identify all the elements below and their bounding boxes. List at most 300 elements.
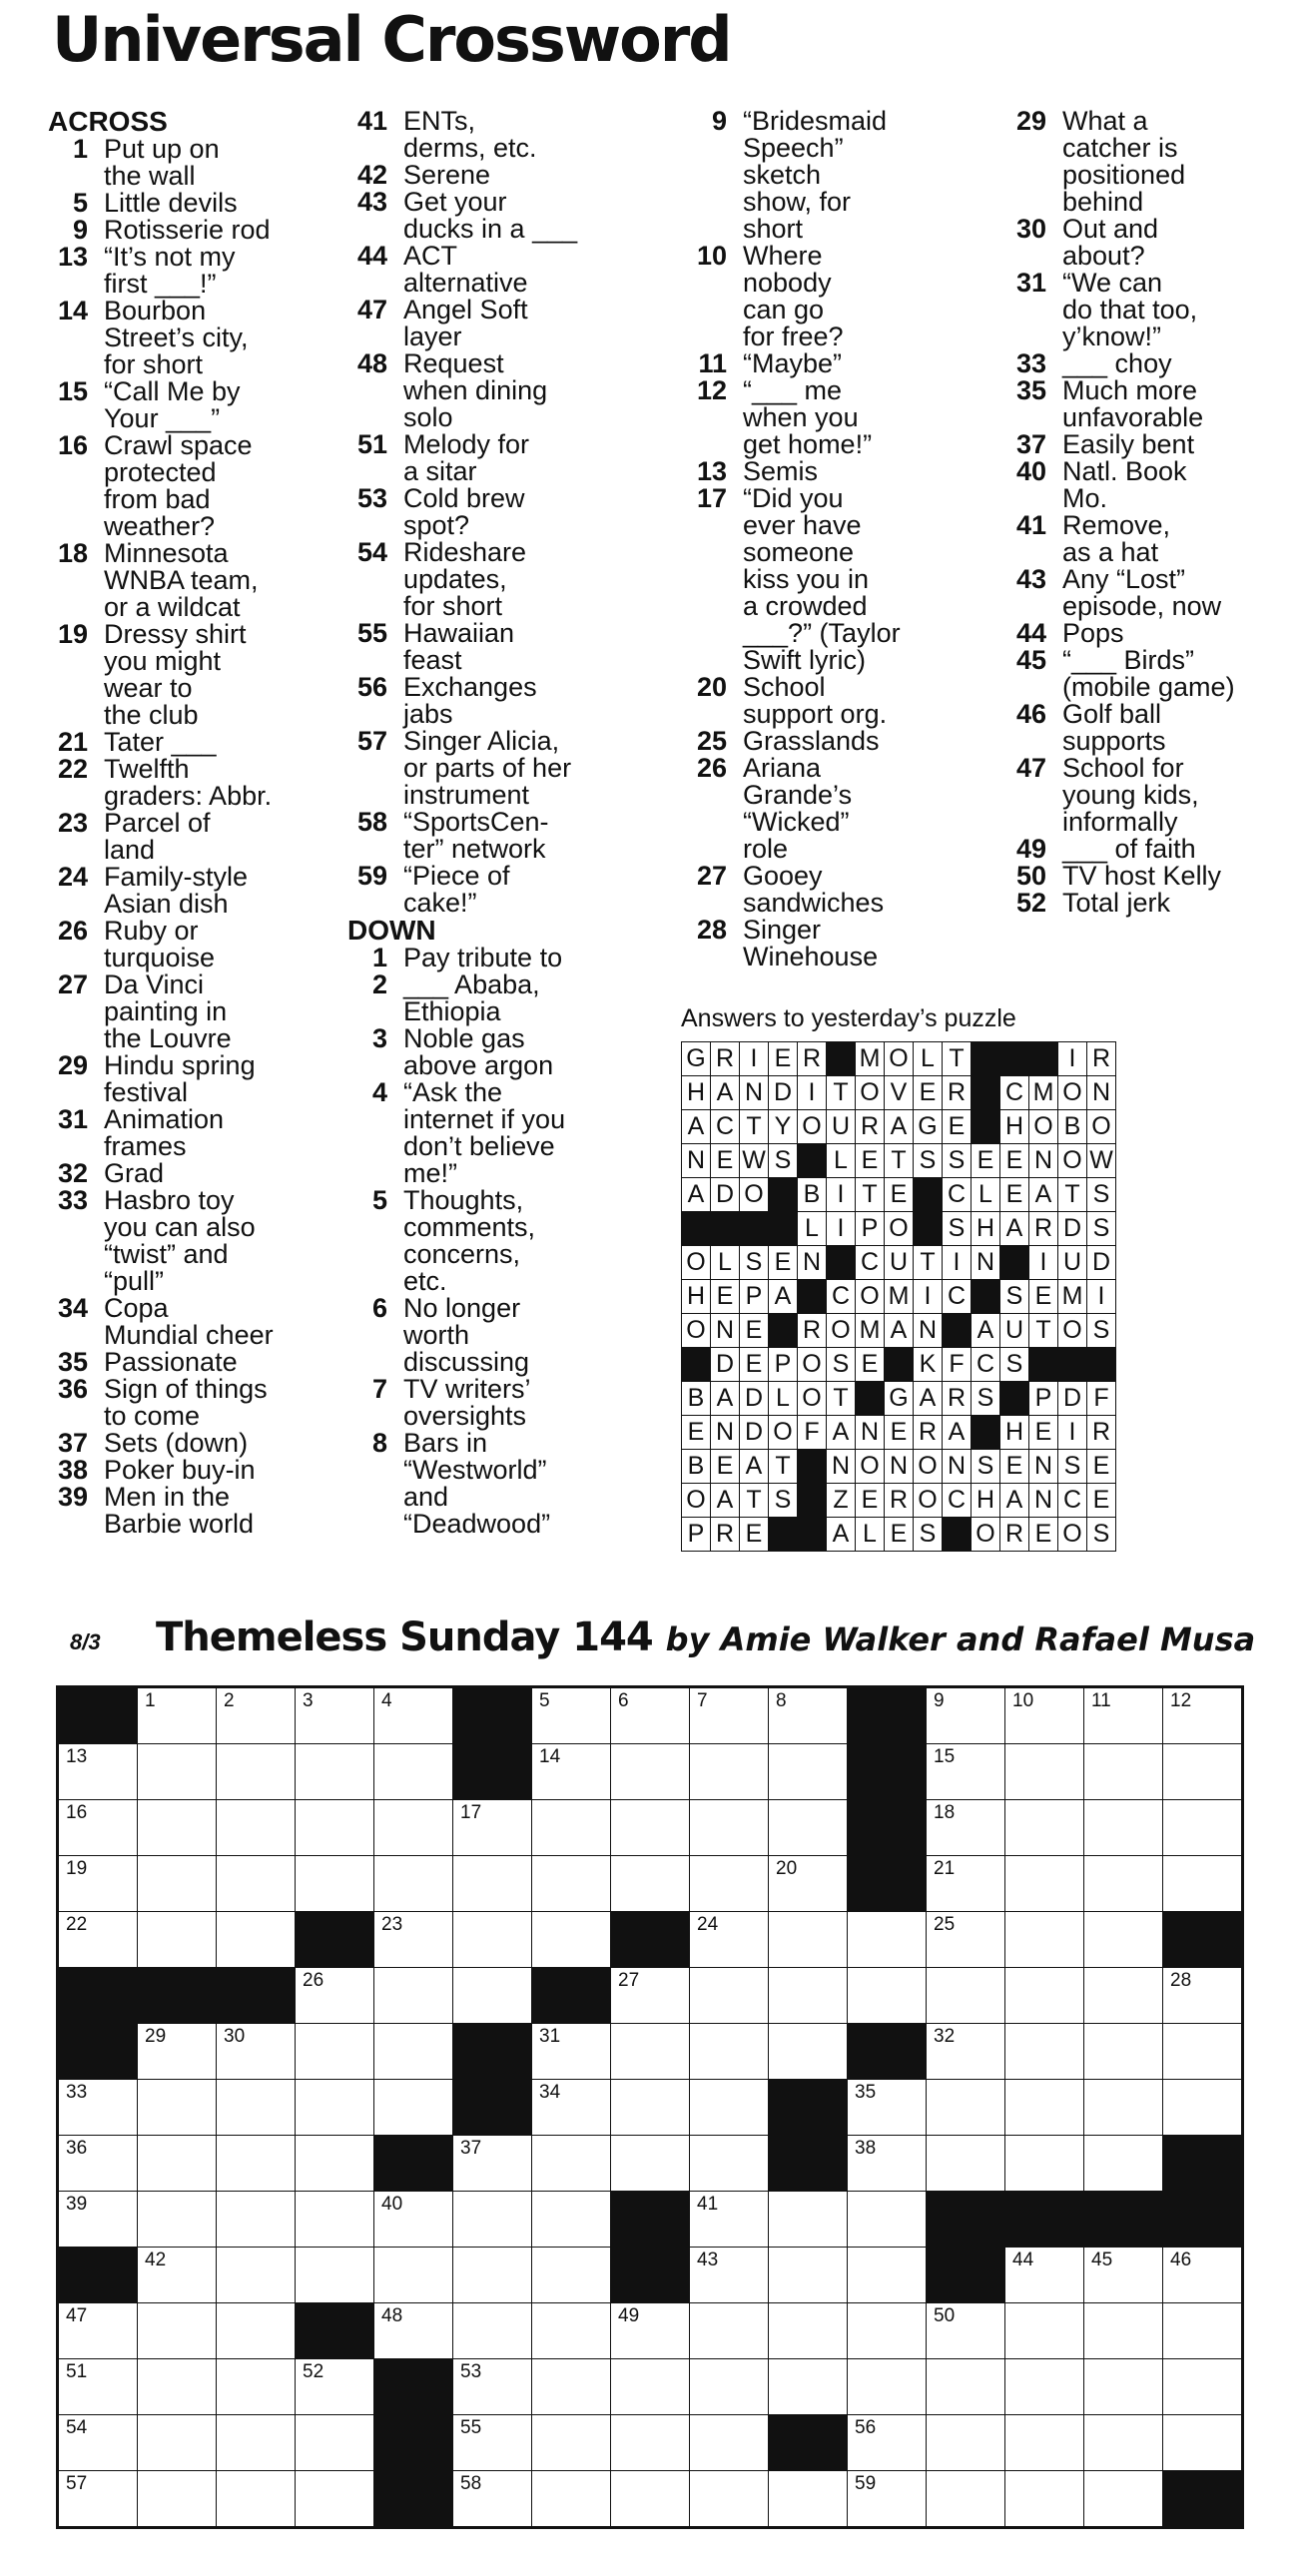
clue-line — [347, 836, 647, 863]
grid-cell[interactable] — [1005, 2359, 1084, 2415]
answer-black-square — [1029, 1042, 1058, 1076]
grid-cell[interactable] — [453, 1968, 532, 2024]
section-header: ACROSS — [48, 106, 168, 137]
grid-cell[interactable] — [532, 2303, 611, 2359]
answer-letter: E — [711, 1280, 740, 1314]
answer-letter: A — [943, 1416, 972, 1450]
clue-number — [687, 620, 743, 647]
grid-cell[interactable] — [690, 2248, 769, 2303]
grid-cell[interactable] — [1163, 2359, 1243, 2415]
clue-line — [347, 458, 647, 485]
answer-black-square — [972, 1416, 1000, 1450]
clue-line — [687, 620, 986, 647]
grid-cell[interactable] — [217, 2024, 296, 2080]
answer-letter: I — [740, 1042, 769, 1076]
clue-number — [48, 998, 104, 1025]
cell-number: 26 — [303, 1970, 325, 1991]
grid-cell[interactable] — [296, 2471, 374, 2528]
clue-text: Cold brew — [403, 483, 525, 513]
grid-cell[interactable] — [217, 1912, 296, 1968]
grid-cell[interactable] — [296, 2192, 374, 2248]
clue-number: 28 — [696, 915, 727, 945]
answer-black-square — [769, 1212, 798, 1246]
grid-cell[interactable] — [296, 2136, 374, 2192]
clue-text: Where — [743, 241, 823, 271]
grid-cell[interactable] — [611, 1687, 690, 1744]
grid-cell[interactable] — [1005, 1912, 1084, 1968]
grid-cell[interactable] — [1084, 1912, 1163, 1968]
grid-cell[interactable] — [453, 1912, 532, 1968]
grid-cell[interactable] — [1163, 1968, 1243, 2024]
grid-cell[interactable] — [138, 2359, 217, 2415]
grid-cell[interactable] — [769, 1968, 848, 2024]
black-square — [927, 2192, 1005, 2248]
grid-cell[interactable] — [217, 2303, 296, 2359]
answer-letter: L — [856, 1518, 885, 1552]
clue-number: 8 — [371, 1428, 387, 1458]
grid-cell[interactable] — [769, 2024, 848, 2080]
grid-cell[interactable] — [1163, 1744, 1243, 1800]
grid-cell[interactable] — [532, 2192, 611, 2248]
black-square — [848, 1856, 927, 1912]
grid-cell[interactable] — [611, 2080, 690, 2136]
grid-cell[interactable] — [58, 1856, 138, 1912]
grid-cell[interactable] — [927, 2024, 1005, 2080]
grid-cell[interactable] — [217, 2248, 296, 2303]
grid-cell[interactable] — [374, 2303, 453, 2359]
clue-number — [1006, 539, 1062, 566]
clues-column-1 — [48, 108, 347, 1538]
answer-letter: A — [682, 1110, 711, 1144]
grid-cell[interactable] — [58, 1744, 138, 1800]
grid-cell[interactable] — [1163, 2024, 1243, 2080]
grid-cell[interactable] — [138, 1800, 217, 1856]
grid-cell[interactable] — [1163, 1800, 1243, 1856]
grid-cell[interactable] — [1005, 2471, 1084, 2528]
grid-cell[interactable] — [1005, 2248, 1084, 2303]
grid-cell[interactable] — [1084, 2303, 1163, 2359]
clue-text: Golf ball — [1062, 699, 1162, 729]
clue-line — [687, 216, 986, 243]
grid-cell[interactable] — [138, 2471, 217, 2528]
cell-number: 21 — [934, 1858, 956, 1879]
clue-text: (mobile game) — [1062, 672, 1235, 702]
answer-letter: O — [1029, 1110, 1058, 1144]
grid-cell[interactable] — [296, 2359, 374, 2415]
grid-cell[interactable] — [690, 2471, 769, 2528]
grid-cell[interactable] — [1163, 2303, 1243, 2359]
clue-line — [347, 1376, 647, 1403]
cell-number: 51 — [66, 2361, 88, 2382]
grid-cell[interactable] — [927, 1912, 1005, 1968]
grid-cell[interactable] — [1163, 1856, 1243, 1912]
grid-cell[interactable] — [848, 2471, 927, 2528]
grid-cell[interactable] — [927, 1744, 1005, 1800]
clue-number: 27 — [57, 969, 88, 999]
grid-cell[interactable] — [848, 2080, 927, 2136]
grid-cell[interactable] — [374, 1968, 453, 2024]
grid-cell[interactable] — [1084, 1800, 1163, 1856]
grid-cell[interactable] — [374, 2024, 453, 2080]
answer-letter: I — [1087, 1280, 1116, 1314]
clue-text: ___?” (Taylor — [743, 618, 901, 648]
grid-cell[interactable] — [532, 2471, 611, 2528]
grid-cell[interactable] — [58, 2359, 138, 2415]
grid-cell[interactable] — [927, 2471, 1005, 2528]
grid-cell[interactable] — [611, 2136, 690, 2192]
clue-number — [347, 216, 403, 243]
clue-line — [347, 1241, 647, 1268]
grid-cell[interactable] — [1084, 2136, 1163, 2192]
grid-cell[interactable] — [848, 2248, 927, 2303]
grid-cell[interactable] — [927, 2359, 1005, 2415]
grid-cell[interactable] — [848, 2303, 927, 2359]
clue-number — [1006, 404, 1062, 431]
clue-number — [1006, 782, 1062, 809]
grid-cell[interactable] — [769, 1744, 848, 1800]
grid-cell[interactable] — [690, 2136, 769, 2192]
clue-text: ter” network — [403, 834, 546, 864]
clue-number — [48, 648, 104, 675]
grid-cell[interactable] — [138, 2080, 217, 2136]
clue-line — [48, 298, 347, 324]
grid-cell[interactable] — [690, 2415, 769, 2471]
clue-number: 41 — [356, 106, 387, 136]
grid-cell[interactable] — [138, 2415, 217, 2471]
clue-number: 48 — [356, 348, 387, 378]
grid-cell[interactable] — [138, 2303, 217, 2359]
grid-cell[interactable] — [58, 1912, 138, 1968]
grid-cell[interactable] — [1005, 2136, 1084, 2192]
grid-cell[interactable] — [453, 2303, 532, 2359]
grid-cell[interactable] — [927, 1800, 1005, 1856]
grid-cell[interactable] — [296, 1800, 374, 1856]
grid-cell[interactable] — [1005, 1744, 1084, 1800]
grid-cell[interactable] — [769, 1912, 848, 1968]
black-square — [374, 2359, 453, 2415]
grid-cell[interactable] — [138, 2024, 217, 2080]
grid-cell[interactable] — [1005, 2024, 1084, 2080]
grid-cell[interactable] — [769, 2248, 848, 2303]
grid-cell[interactable] — [532, 2024, 611, 2080]
grid-cell[interactable] — [374, 1744, 453, 1800]
grid-cell[interactable] — [532, 1856, 611, 1912]
clue-number: 20 — [696, 672, 727, 702]
grid-cell[interactable] — [769, 2303, 848, 2359]
grid-cell[interactable] — [769, 2471, 848, 2528]
grid-cell[interactable] — [217, 2080, 296, 2136]
grid-cell[interactable] — [611, 1968, 690, 2024]
grid-cell[interactable] — [58, 2303, 138, 2359]
answer-letter: G — [682, 1042, 711, 1076]
clue-line — [687, 162, 986, 189]
grid-cell[interactable] — [769, 2192, 848, 2248]
clue-text: School for — [1062, 753, 1184, 783]
grid-cell[interactable] — [690, 2359, 769, 2415]
answer-letter: E — [856, 1144, 885, 1178]
grid-cell[interactable] — [611, 1744, 690, 1800]
clue-line — [48, 378, 347, 405]
crossword-grid[interactable] — [56, 1685, 1244, 2529]
clue-line — [48, 998, 347, 1025]
clue-text: to come — [104, 1401, 201, 1431]
grid-cell[interactable] — [927, 2303, 1005, 2359]
grid-cell[interactable] — [927, 2136, 1005, 2192]
clue-text: don’t believe — [403, 1131, 555, 1161]
grid-cell[interactable] — [374, 1912, 453, 1968]
answer-letter: A — [914, 1382, 943, 1416]
grid-cell[interactable] — [690, 1687, 769, 1744]
grid-cell[interactable] — [611, 2303, 690, 2359]
cell-number: 1 — [145, 1690, 156, 1711]
grid-cell[interactable] — [1163, 2080, 1243, 2136]
grid-cell[interactable] — [848, 1968, 927, 2024]
grid-cell[interactable] — [1005, 2303, 1084, 2359]
grid-cell[interactable] — [453, 2248, 532, 2303]
grid-cell[interactable] — [532, 2359, 611, 2415]
clue-number: 32 — [57, 1158, 88, 1188]
grid-cell[interactable] — [848, 2359, 927, 2415]
grid-cell[interactable] — [927, 1968, 1005, 2024]
cell-number: 33 — [66, 2082, 88, 2103]
clue-line — [687, 728, 986, 755]
answer-letter: N — [711, 1314, 740, 1348]
clue-text: the wall — [104, 161, 196, 191]
cell-number: 58 — [460, 2473, 482, 2494]
grid-cell[interactable] — [1163, 2248, 1243, 2303]
grid-cell[interactable] — [217, 2359, 296, 2415]
clue-text: Angel Soft — [403, 295, 528, 324]
clue-text: Exchanges — [403, 672, 537, 702]
grid-cell[interactable] — [1005, 1856, 1084, 1912]
grid-cell[interactable] — [138, 1744, 217, 1800]
clue-number: 27 — [696, 861, 727, 891]
clue-number: 43 — [1015, 564, 1046, 594]
grid-cell[interactable] — [532, 2080, 611, 2136]
grid-cell[interactable] — [138, 1856, 217, 1912]
grid-cell[interactable] — [374, 1800, 453, 1856]
clue-text: y’know!” — [1062, 322, 1162, 351]
grid-cell[interactable] — [1005, 1968, 1084, 2024]
grid-cell[interactable] — [611, 2024, 690, 2080]
grid-cell[interactable] — [296, 1968, 374, 2024]
cell-number: 4 — [381, 1690, 392, 1711]
grid-cell[interactable] — [848, 1912, 927, 1968]
grid-cell[interactable] — [217, 1744, 296, 1800]
grid-cell[interactable] — [296, 2415, 374, 2471]
grid-cell[interactable] — [690, 1968, 769, 2024]
grid-cell[interactable] — [296, 1856, 374, 1912]
grid-cell[interactable] — [453, 2359, 532, 2415]
grid-cell[interactable] — [58, 2415, 138, 2471]
clue-text: ACT — [403, 241, 457, 271]
grid-cell[interactable] — [453, 2136, 532, 2192]
clue-number: 37 — [57, 1428, 88, 1458]
grid-cell[interactable] — [611, 1856, 690, 1912]
grid-cell[interactable] — [532, 2248, 611, 2303]
clue-line — [1006, 485, 1299, 512]
clue-number: 45 — [1015, 645, 1046, 675]
clue-number: 12 — [696, 375, 727, 405]
grid-cell[interactable] — [217, 1687, 296, 1744]
grid-cell[interactable] — [296, 2024, 374, 2080]
grid-cell[interactable] — [453, 2415, 532, 2471]
cell-number: 24 — [697, 1914, 719, 1935]
grid-cell[interactable] — [611, 2359, 690, 2415]
cell-number: 35 — [855, 2082, 877, 2103]
grid-cell[interactable] — [138, 2248, 217, 2303]
grid-cell[interactable] — [532, 1912, 611, 1968]
cell-number: 47 — [66, 2305, 88, 2326]
clue-text: behind — [1062, 187, 1144, 217]
grid-cell[interactable] — [1084, 1687, 1163, 1744]
grid-cell[interactable] — [690, 1856, 769, 1912]
grid-cell[interactable] — [138, 1912, 217, 1968]
grid-cell[interactable] — [690, 2303, 769, 2359]
grid-cell[interactable] — [1163, 1687, 1243, 1744]
grid-cell[interactable] — [1084, 1856, 1163, 1912]
cell-number: 14 — [539, 1746, 561, 1767]
clue-number — [687, 135, 743, 162]
grid-cell[interactable] — [848, 2415, 927, 2471]
grid-cell[interactable] — [296, 1687, 374, 1744]
clue-text: Pay tribute to — [403, 943, 563, 972]
grid-cell[interactable] — [532, 2415, 611, 2471]
grid-cell[interactable] — [690, 1912, 769, 1968]
grid-cell[interactable] — [374, 2192, 453, 2248]
grid-cell[interactable] — [1005, 1800, 1084, 1856]
grid-cell[interactable] — [1084, 2248, 1163, 2303]
grid-cell[interactable] — [611, 1800, 690, 1856]
grid-cell[interactable] — [1084, 2471, 1163, 2528]
grid-cell[interactable] — [690, 2080, 769, 2136]
answer-letter: E — [1087, 1450, 1116, 1484]
grid-cell[interactable] — [532, 2136, 611, 2192]
grid-cell[interactable] — [58, 2080, 138, 2136]
grid-cell[interactable] — [217, 1856, 296, 1912]
grid-cell[interactable] — [690, 2192, 769, 2248]
grid-cell[interactable] — [927, 2080, 1005, 2136]
answer-letter: L — [914, 1042, 943, 1076]
grid-cell[interactable] — [611, 2415, 690, 2471]
grid-cell[interactable] — [374, 2080, 453, 2136]
clue-text: me!” — [403, 1158, 457, 1188]
clue-line — [1006, 458, 1299, 485]
grid-cell[interactable] — [1084, 2359, 1163, 2415]
grid-cell[interactable] — [138, 2136, 217, 2192]
grid-cell[interactable] — [848, 2192, 927, 2248]
grid-cell[interactable] — [217, 1800, 296, 1856]
grid-cell[interactable] — [532, 1687, 611, 1744]
grid-cell[interactable] — [374, 1856, 453, 1912]
grid-cell[interactable] — [927, 1856, 1005, 1912]
clue-text: Gooey — [743, 861, 823, 891]
grid-cell[interactable] — [690, 2024, 769, 2080]
grid-cell[interactable] — [58, 2192, 138, 2248]
clue-number — [687, 216, 743, 243]
clue-line — [347, 431, 647, 458]
clue-line — [687, 135, 986, 162]
answer-letter: N — [1029, 1484, 1058, 1518]
answer-letter: R — [798, 1314, 827, 1348]
grid-cell[interactable] — [611, 2471, 690, 2528]
grid-cell[interactable] — [217, 2136, 296, 2192]
grid-cell[interactable] — [1005, 1687, 1084, 1744]
answer-letter: T — [1029, 1314, 1058, 1348]
grid-cell[interactable] — [453, 2471, 532, 2528]
grid-cell[interactable] — [138, 2192, 217, 2248]
answer-letter: S — [1000, 1348, 1029, 1382]
grid-cell[interactable] — [769, 1856, 848, 1912]
grid-cell[interactable] — [374, 2248, 453, 2303]
grid-cell[interactable] — [769, 2359, 848, 2415]
clue-text: derms, etc. — [403, 133, 537, 163]
grid-cell[interactable] — [453, 2192, 532, 2248]
clues-column-2 — [347, 108, 647, 1538]
grid-cell[interactable] — [1084, 2080, 1163, 2136]
grid-cell[interactable] — [848, 2136, 927, 2192]
grid-cell[interactable] — [532, 1800, 611, 1856]
grid-cell[interactable] — [690, 1800, 769, 1856]
grid-cell[interactable] — [296, 1744, 374, 1800]
answer-letter: B — [798, 1178, 827, 1212]
grid-cell[interactable] — [453, 1800, 532, 1856]
answer-letter: S — [943, 1212, 972, 1246]
clue-line — [48, 864, 347, 891]
grid-cell[interactable] — [138, 1687, 217, 1744]
grid-cell[interactable] — [217, 2415, 296, 2471]
clues-column-3 — [687, 108, 986, 970]
answer-black-square — [972, 1042, 1000, 1076]
grid-cell[interactable] — [1084, 2415, 1163, 2471]
grid-cell[interactable] — [58, 1800, 138, 1856]
clue-line — [347, 809, 647, 836]
grid-cell[interactable] — [1005, 2415, 1084, 2471]
answer-letter: E — [740, 1518, 769, 1552]
black-square — [611, 2248, 690, 2303]
grid-cell[interactable] — [769, 1800, 848, 1856]
answer-letter: L — [798, 1212, 827, 1246]
grid-cell[interactable] — [532, 1744, 611, 1800]
grid-cell[interactable] — [453, 1856, 532, 1912]
grid-cell[interactable] — [927, 2415, 1005, 2471]
grid-cell[interactable] — [217, 2192, 296, 2248]
grid-cell[interactable] — [769, 1687, 848, 1744]
clue-text: or a wildcat — [104, 592, 241, 622]
clue-number — [1006, 485, 1062, 512]
clue-number — [48, 513, 104, 540]
answer-letter: H — [682, 1280, 711, 1314]
grid-cell[interactable] — [217, 2471, 296, 2528]
grid-cell[interactable] — [58, 2471, 138, 2528]
clue-line — [1006, 566, 1299, 593]
clue-line — [347, 1187, 647, 1214]
grid-cell[interactable] — [1005, 2080, 1084, 2136]
clue-line — [48, 1133, 347, 1160]
clue-line — [48, 1376, 347, 1403]
grid-cell[interactable] — [1084, 1744, 1163, 1800]
grid-cell[interactable] — [296, 2248, 374, 2303]
grid-cell[interactable] — [58, 2136, 138, 2192]
grid-cell[interactable] — [1084, 1968, 1163, 2024]
grid-cell[interactable] — [690, 1744, 769, 1800]
grid-cell[interactable] — [296, 2080, 374, 2136]
grid-cell[interactable] — [927, 1687, 1005, 1744]
grid-cell[interactable] — [1084, 2024, 1163, 2080]
grid-cell[interactable] — [374, 1687, 453, 1744]
grid-cell[interactable] — [1163, 2415, 1243, 2471]
clue-line — [48, 1052, 347, 1079]
